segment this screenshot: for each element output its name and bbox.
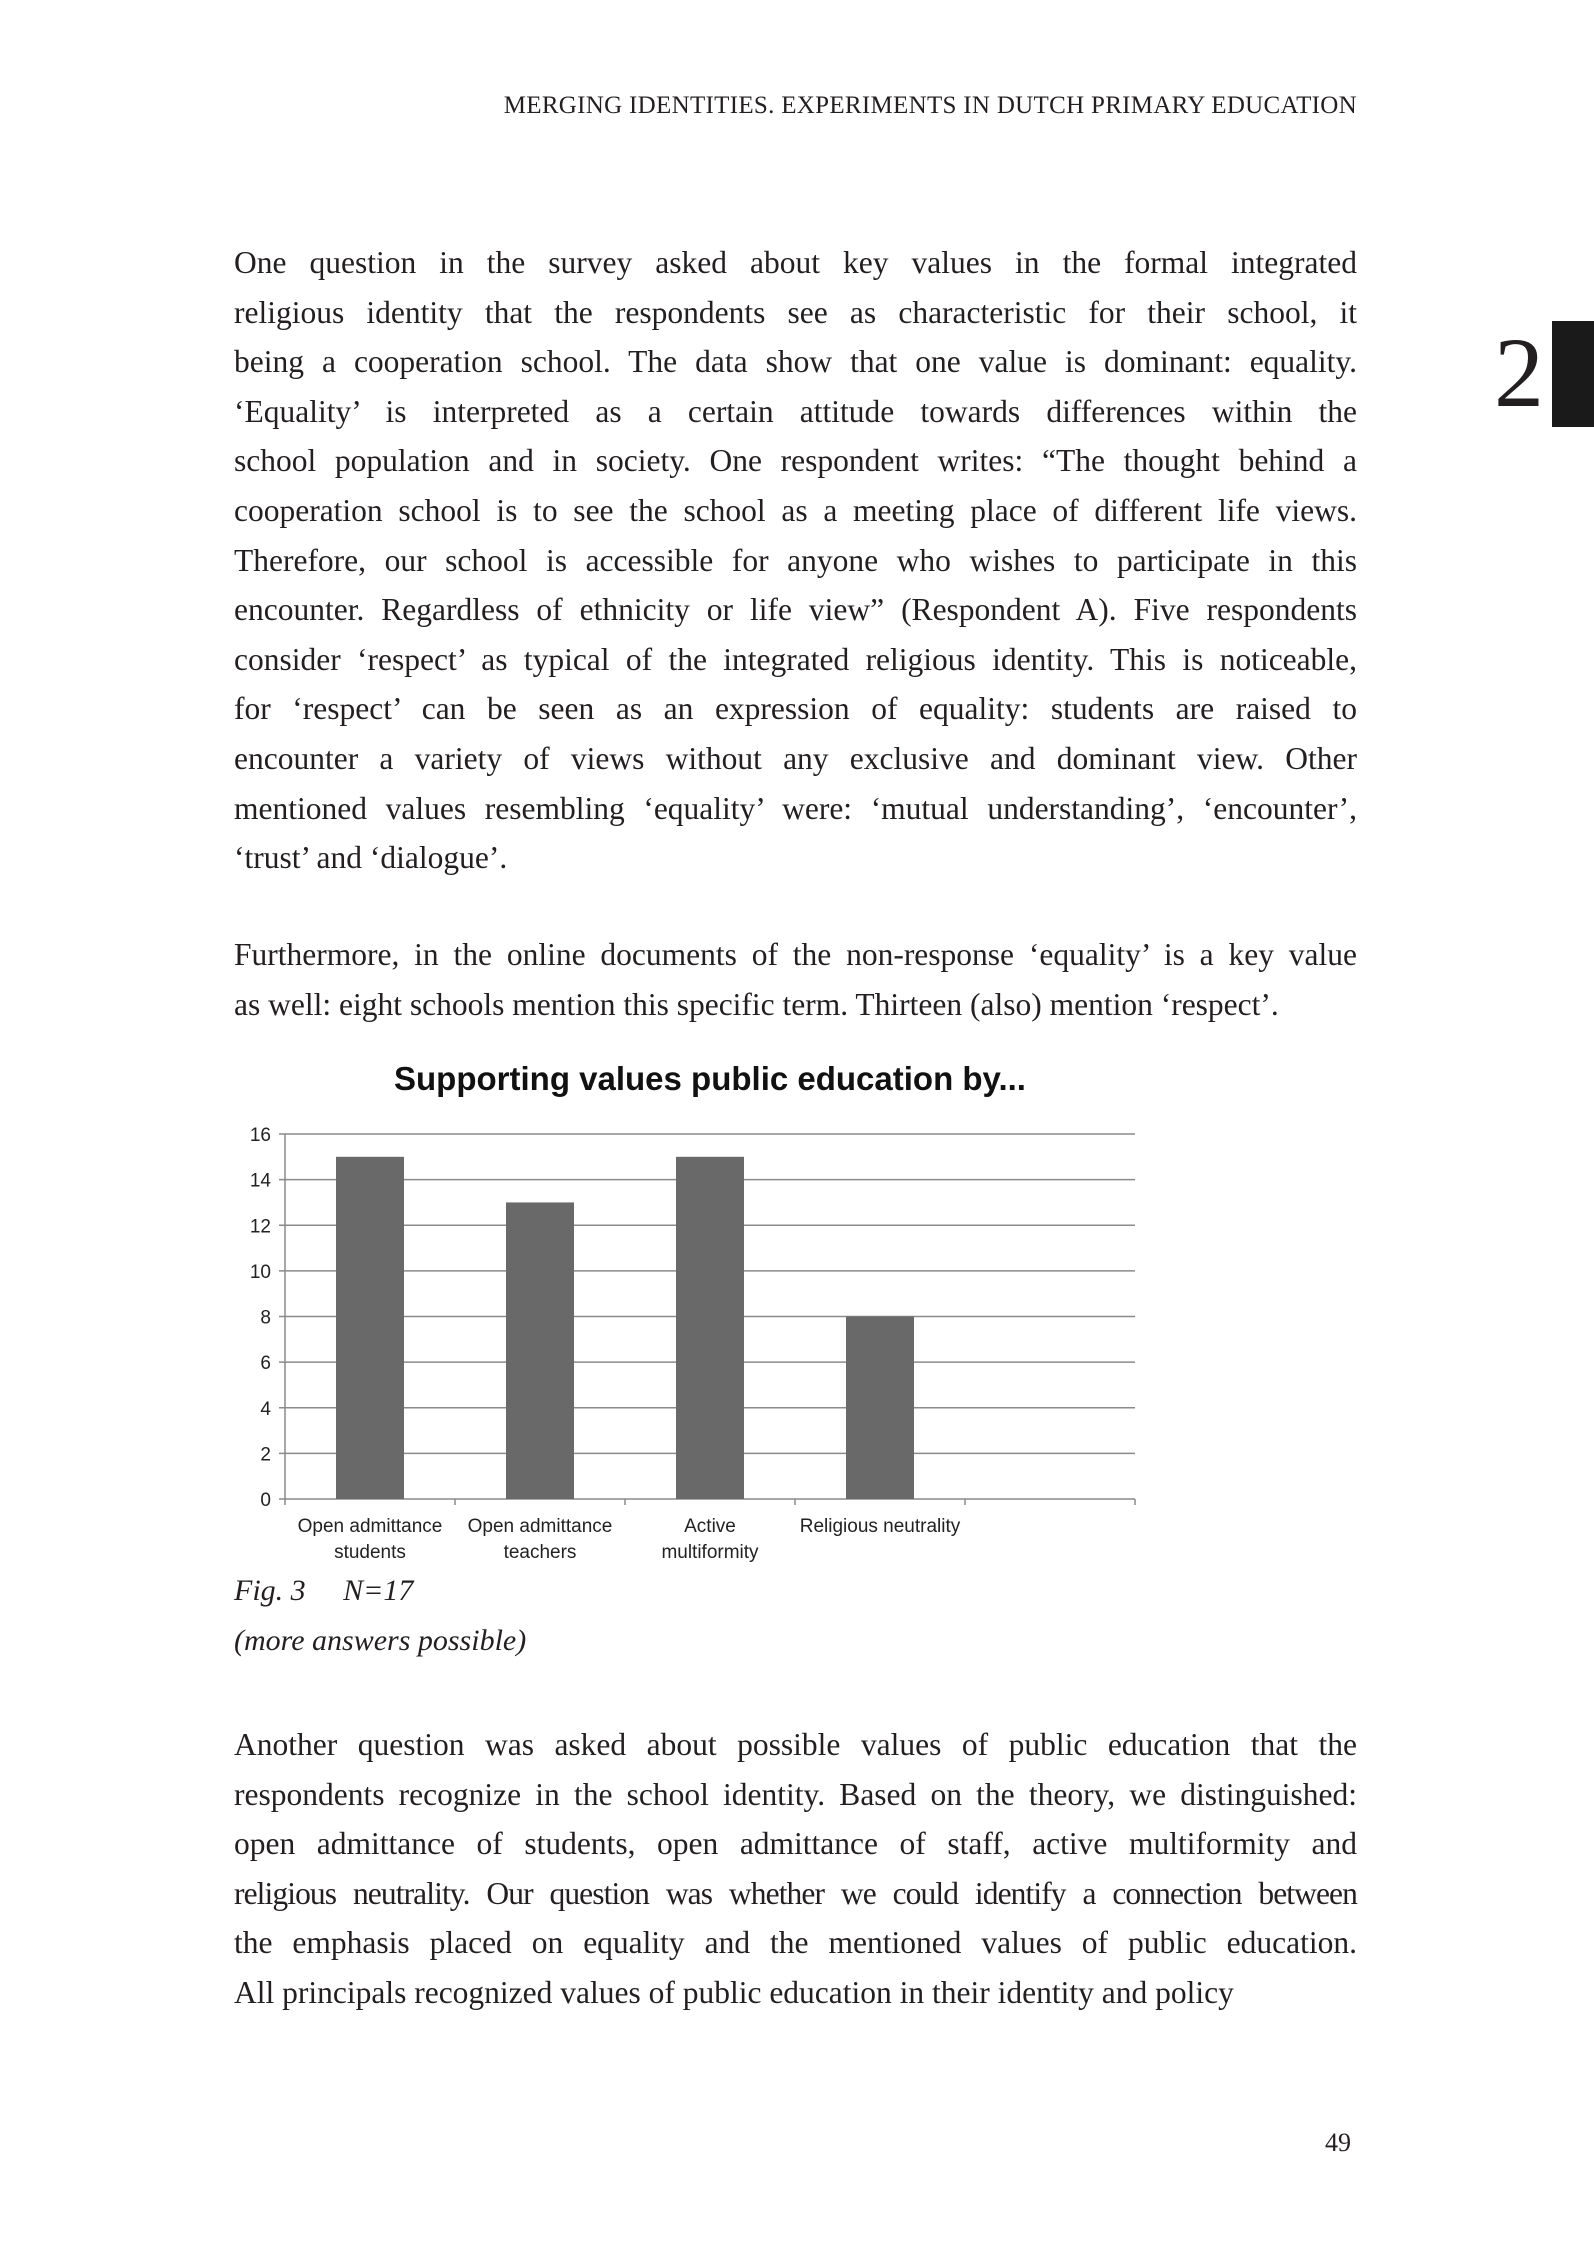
text-line: open admittance of students, open admittance of staff, active multiformity and [234,1826,1357,1862]
x-tick-label: Active [684,1516,736,1537]
text-line: All principals recognized values of public education in their identity and policy [234,1974,1234,2010]
text-line: the emphasis placed on equality and the mentioned values of public education. [234,1925,1357,1961]
x-tick-label: teachers [503,1542,577,1563]
y-tick-label: 0 [260,1490,271,1511]
y-tick-label: 6 [260,1353,271,1375]
bar [846,1317,914,1500]
text-line: Furthermore, in the online documents of the non-response ‘equality’ is a key value [234,937,1357,972]
bar-chart [220,1120,1150,1580]
y-tick-label: 16 [249,1125,271,1146]
bar [506,1202,574,1499]
page-number: 49 [1325,2128,1351,2157]
text-line: consider ‘respect’ as typical of the integrated religious identity. This is noticeable, [234,641,1357,677]
text-line: being a cooperation school. The data show that one value is dominant: equality. [234,344,1357,380]
text-line: for ‘respect’ can be seen as an expression of equality: students are raised to [234,691,1357,727]
text-line: mentioned values resembling ‘equality’ were: ‘mutual understanding’, ‘encounter’, [234,790,1357,826]
x-tick-label: students [334,1542,406,1563]
y-tick-label: 4 [260,1398,271,1420]
text-line: cooperation school is to see the school as a meeting place of different life views. [234,492,1357,528]
text-line: encounter. Regardless of ethnicity or life view” (Respondent A). Five respondents [234,592,1357,628]
paragraph-1 [234,238,1357,883]
bar [676,1157,744,1499]
text-line: Another question was asked about possible values of public education that the [234,1727,1357,1762]
figure-note: (more answers possible) [234,1624,527,1657]
paragraph-2 [234,930,1357,1029]
chart-title: Supporting values public education by... [394,1060,1026,1097]
x-tick-label: Open admittance [297,1516,443,1537]
y-tick-label: 12 [249,1216,271,1238]
text-line: Therefore, our school is accessible for anyone who wishes to participate in this [234,542,1357,578]
x-tick-label: Open admittance [467,1516,613,1537]
chapter-tab-marker [1552,321,1594,427]
text-line: religious identity that the respondents see as characteristic for their school, it [234,294,1357,330]
text-line: ‘trust’ and ‘dialogue’. [234,840,508,876]
text-line: One question in the survey asked about key values in the formal integrated [234,245,1357,280]
text-line: encounter a variety of views without any exclusive and dominant view. Other [234,740,1357,776]
text-line: religious neutrality. Our question was whether we could identify a connection between [234,1875,1357,1911]
chapter-number: 2 [1494,317,1544,428]
y-tick-label: 8 [260,1307,271,1329]
y-tick-label: 2 [260,1444,271,1466]
figure-caption: Fig. 3 N=17 [234,1574,414,1607]
text-line: respondents recognize in the school identity. Based on the theory, we distinguished: [234,1776,1357,1812]
running-header: MERGING IDENTITIES. EXPERIMENTS IN DUTCH PRIMARY EDUCATION [503,92,1357,119]
text-line: as well: eight schools mention this specific term. Thirteen (also) mention ‘respect’. [234,986,1279,1022]
paragraph-3 [234,1720,1357,2018]
x-tick-label: multiformity [661,1542,759,1563]
y-tick-label: 14 [249,1170,271,1192]
bar [336,1157,404,1499]
text-line: ‘Equality’ is interpreted as a certain attitude towards differences within the [234,393,1357,429]
y-tick-label: 10 [249,1261,271,1283]
x-tick-label: Religious neutrality [799,1516,961,1537]
text-line: school population and in society. One respondent writes: “The thought behind a [234,443,1357,479]
